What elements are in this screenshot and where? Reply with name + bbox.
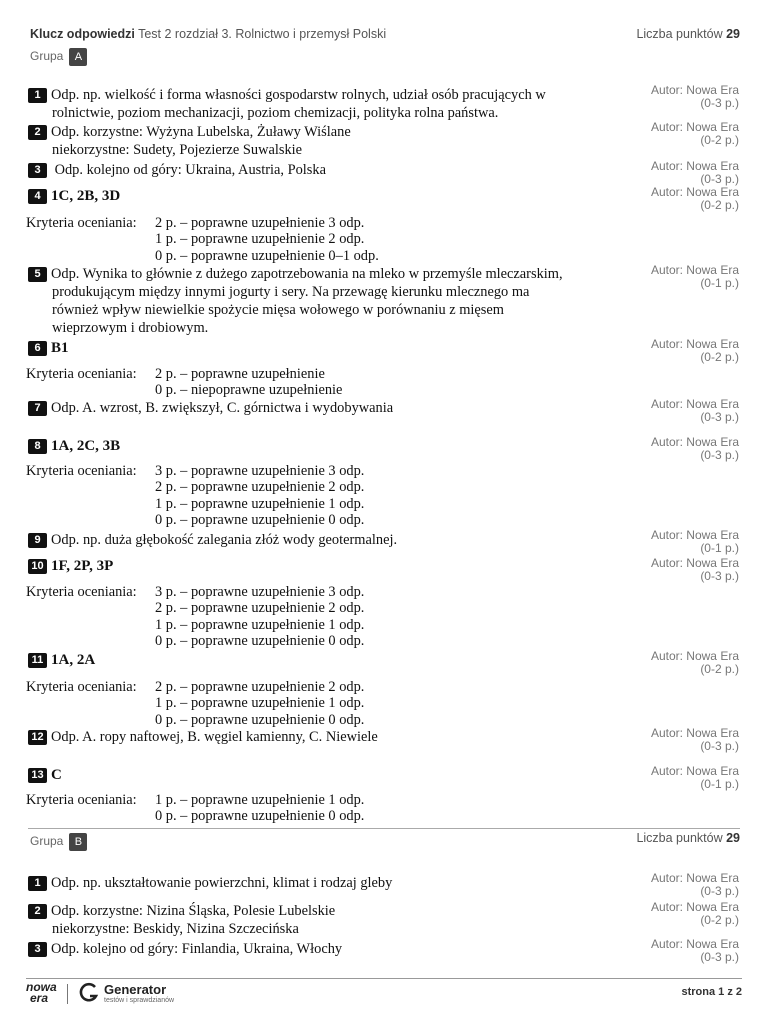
header-points: Liczba punktów 29 <box>636 27 740 41</box>
criteria-line: 0 p. – poprawne uzupełnienie 0 odp. <box>155 512 365 529</box>
author-note: Autor: Nowa Era (0-3 p.) <box>650 726 739 753</box>
question-11 <box>28 651 95 669</box>
criteria-line: 1 p. – poprawne uzupełnienie 1 odp. <box>155 616 365 633</box>
question-1 <box>28 874 392 892</box>
question-2 <box>28 123 351 159</box>
author-note: Autor: Nowa Era (0-1 p.) <box>650 528 739 555</box>
author-note: Autor: Nowa Era (0-3 p.) <box>650 83 739 110</box>
criteria-label: Kryteria oceniania: <box>26 215 137 231</box>
criteria-line: 2 p. – poprawne uzupełnienie 2 odp. <box>155 479 365 496</box>
criteria-line: 0 p. – poprawne uzupełnienie 0 odp. <box>155 808 365 825</box>
answer-text: 1A, 2C, 3B <box>51 438 121 454</box>
answer-text: Odp. A. ropy naftowej, B. węgiel kamienny, C. Niewiele <box>51 729 378 745</box>
author-note: Autor: Nowa Era (0-2 p.) <box>650 649 739 676</box>
author-note: Autor: Nowa Era (0-2 p.) <box>650 337 739 364</box>
question-12 <box>28 728 378 746</box>
answer-text: niekorzystne: Sudety, Pojezierze Suwalskie <box>52 142 303 158</box>
question-number-badge: 7 <box>28 401 47 416</box>
author-note: Autor: Nowa Era (0-2 p.) <box>650 185 739 212</box>
answer-text: wieprzowym i drobiowym. <box>52 320 209 336</box>
author-note: Autor: Nowa Era (0-1 p.) <box>650 764 739 791</box>
question-number-badge: 8 <box>28 439 47 454</box>
answer-text: 1A, 2A <box>51 652 96 668</box>
answer-text: Odp. Wynika to głównie z dużego zapotrzebowania na mleko w przemyśle mleczarskim, <box>51 266 563 282</box>
question-9 <box>28 531 397 549</box>
answer-text: Odp. korzystne: Nizina Śląska, Polesie Lubelskie <box>51 903 336 919</box>
generator-g-icon <box>78 982 100 1009</box>
author-note: Autor: Nowa Era (0-1 p.) <box>650 263 739 290</box>
nowa-era-logo: nowa era <box>26 980 57 1005</box>
answer-text: 1C, 2B, 3D <box>51 188 121 204</box>
group-b-points: Liczba punktów 29 <box>636 831 740 845</box>
criteria-line: 1 p. – poprawne uzupełnienie 2 odp. <box>155 231 365 248</box>
question-number-badge: 1 <box>28 876 47 891</box>
answer-text: C <box>51 767 62 783</box>
criteria-line: 2 p. – poprawne uzupełnienie 2 odp. <box>155 600 365 617</box>
author-note: Autor: Nowa Era (0-3 p.) <box>650 159 739 186</box>
criteria-line: 1 p. – poprawne uzupełnienie 1 odp. <box>155 495 365 512</box>
footer-line <box>26 978 742 979</box>
question-number-badge: 2 <box>28 904 47 919</box>
criteria-line: 0 p. – poprawne uzupełnienie 0 odp. <box>155 633 365 650</box>
group-b-label: Grupa B <box>30 833 87 851</box>
question-number-badge: 9 <box>28 533 47 548</box>
criteria-label: Kryteria oceniania: <box>26 792 137 808</box>
criteria-line: 2 p. – poprawne uzupełnienie 3 odp. <box>155 215 365 231</box>
question-number-badge: 10 <box>28 559 47 574</box>
answer-text: również wpływ niewielkie spożycie mięsa wołowego w porównaniu z mięsem <box>52 302 504 318</box>
question-number-badge: 6 <box>28 341 47 356</box>
criteria-line: 1 p. – poprawne uzupełnienie 1 odp. <box>155 792 365 808</box>
group-a-label: Grupa A <box>30 48 87 66</box>
page-number: strona 1 z 2 <box>681 986 742 998</box>
answer-text: Odp. kolejno od góry: Finlandia, Ukraina, Włochy <box>51 941 343 957</box>
answer-text: B1 <box>51 340 69 356</box>
answer-text: Odp. korzystne: Wyżyna Lubelska, Żuławy Wiślane <box>51 124 351 140</box>
author-note: Autor: Nowa Era (0-3 p.) <box>650 937 739 964</box>
group-b-badge: B <box>69 833 87 851</box>
question-number-badge: 3 <box>28 163 47 178</box>
criteria-label: Kryteria oceniania: <box>26 584 137 600</box>
criteria-line: 3 p. – poprawne uzupełnienie 3 odp. <box>155 584 365 600</box>
question-8 <box>28 437 120 455</box>
criteria-line: 0 p. – poprawne uzupełnienie 0 odp. <box>155 711 365 728</box>
answer-text: rolnictwie, poziom mechanizacji, poziom chemizacji, polityka rolna państwa. <box>52 105 499 121</box>
criteria-line: 2 p. – poprawne uzupełnienie <box>155 366 325 382</box>
question-number-badge: 3 <box>28 942 47 957</box>
answer-text: 1F, 2P, 3P <box>51 558 114 574</box>
question-3 <box>28 161 326 179</box>
author-note: Autor: Nowa Era (0-3 p.) <box>650 435 739 462</box>
criteria-label: Kryteria oceniania: <box>26 463 137 479</box>
question-3 <box>28 940 342 958</box>
generator-logo-text: Generator testów i sprawdzianów <box>104 982 175 1004</box>
question-number-badge: 11 <box>28 653 47 668</box>
question-10 <box>28 557 113 575</box>
question-number-badge: 2 <box>28 125 47 140</box>
author-note: Autor: Nowa Era (0-2 p.) <box>650 120 739 147</box>
answer-text: Odp. np. ukształtowanie powierzchni, klimat i rodzaj gleby <box>51 875 393 891</box>
author-note: Autor: Nowa Era (0-3 p.) <box>650 397 739 424</box>
author-note: Autor: Nowa Era (0-2 p.) <box>650 900 739 927</box>
criteria-label: Kryteria oceniania: <box>26 366 137 382</box>
author-note: Autor: Nowa Era (0-3 p.) <box>650 556 739 583</box>
question-2 <box>28 902 335 938</box>
answer-text: Odp. kolejno od góry: Ukraina, Austria, Polska <box>51 162 326 178</box>
answer-text: Odp. np. wielkość i forma własności gospodarstw rolnych, udział osób pracujących w <box>51 87 546 103</box>
question-7 <box>28 399 393 417</box>
author-note: Autor: Nowa Era (0-3 p.) <box>650 871 739 898</box>
question-5 <box>28 265 563 337</box>
criteria-line: 0 p. – niepoprawne uzupełnienie <box>155 382 343 399</box>
criteria-label: Kryteria oceniania: <box>26 679 137 695</box>
group-divider <box>28 828 740 829</box>
header-title-bold: Klucz odpowiedzi <box>30 27 135 41</box>
question-13 <box>28 766 62 784</box>
question-1 <box>28 86 546 122</box>
question-4 <box>28 187 120 205</box>
question-number-badge: 13 <box>28 768 47 783</box>
criteria-line: 0 p. – poprawne uzupełnienie 0–1 odp. <box>155 247 379 264</box>
group-a-badge: A <box>69 48 87 66</box>
answer-text: niekorzystne: Beskidy, Nizina Szczecińska <box>52 921 299 937</box>
header-title: Test 2 rozdział 3. Rolnictwo i przemysł Polski <box>138 27 387 41</box>
criteria-line: 2 p. – poprawne uzupełnienie 2 odp. <box>155 679 365 695</box>
answer-text: Odp. A. wzrost, B. zwiększył, C. górnictwa i wydobywania <box>51 400 394 416</box>
logo-separator <box>67 984 68 1004</box>
document-header <box>30 27 740 43</box>
answer-text: produkującym między innymi jogurty i sery. Na przewagę kierunku mlecznego ma <box>52 284 530 300</box>
criteria-line: 3 p. – poprawne uzupełnienie 3 odp. <box>155 463 365 479</box>
question-number-badge: 5 <box>28 267 47 282</box>
question-number-badge: 1 <box>28 88 47 103</box>
answer-text: Odp. np. duża głębokość zalegania złóż wody geotermalnej. <box>51 532 398 548</box>
question-number-badge: 4 <box>28 189 47 204</box>
question-number-badge: 12 <box>28 730 47 745</box>
question-6 <box>28 339 69 357</box>
criteria-line: 1 p. – poprawne uzupełnienie 1 odp. <box>155 695 365 712</box>
